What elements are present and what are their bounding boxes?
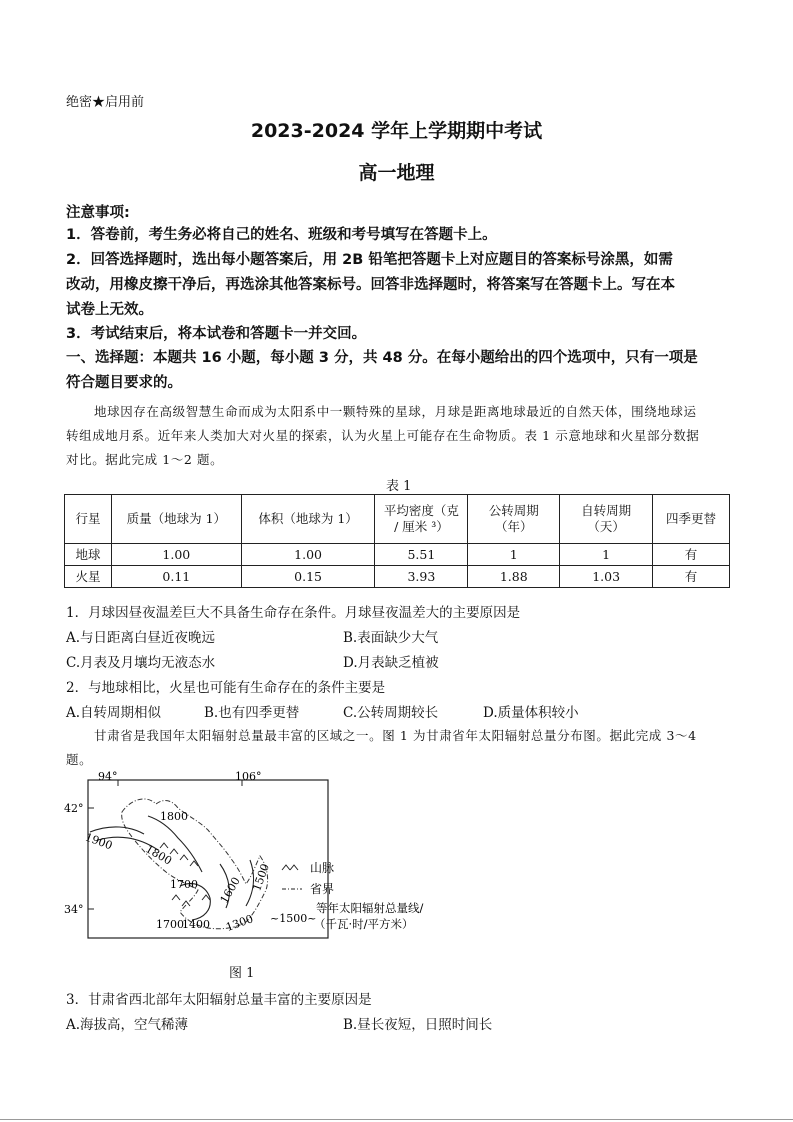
table-cell: 1.00 — [241, 544, 375, 566]
option-b: B.也有四季更替 — [204, 705, 300, 721]
planet-data-table — [64, 494, 730, 588]
province-border — [122, 799, 268, 929]
option-a: A.海拔高，空气稀薄 — [66, 1017, 189, 1033]
table-cell: 1 — [560, 544, 653, 566]
passage-line: 题。 — [66, 752, 93, 767]
table-header-cell: 体积（地球为 1） — [241, 495, 375, 544]
figure-caption: 图 1 — [229, 966, 255, 981]
contour-label: 1700 — [156, 918, 184, 931]
passage-line: 对比。据此完成 1～2 题。 — [66, 452, 224, 467]
question-stem: 3．甘肃省西北部年太阳辐射总量丰富的主要原因是 — [66, 992, 372, 1008]
contour-label: 1400 — [182, 918, 210, 931]
table-header-cell: 四季更替 — [653, 495, 730, 544]
lon-label-left: 94° — [98, 770, 118, 783]
section-heading-cont: 符合题目要求的。 — [66, 375, 182, 391]
option-c: C.公转周期较长 — [343, 705, 439, 721]
table-cell: 1 — [468, 544, 560, 566]
option-b: B.表面缺少大气 — [343, 630, 439, 646]
header-line: （年） — [495, 519, 533, 534]
table-cell: 0.15 — [241, 566, 375, 588]
exam-subject: 高一地理 — [358, 162, 435, 184]
contour-label: 1500 — [250, 861, 272, 893]
option-d: D.月表缺乏植被 — [343, 655, 439, 671]
contour-label: 1800 — [160, 810, 188, 823]
gansu-radiation-map — [60, 768, 460, 948]
table-cell: 有 — [653, 566, 730, 588]
header-line: 公转周期 — [488, 503, 539, 518]
contour-label: 1300 — [224, 912, 255, 934]
option-a: A.与日距离白昼近夜晚远 — [66, 630, 216, 646]
table-cell: 1.03 — [560, 566, 653, 588]
lat-label-bottom: 34° — [64, 903, 84, 916]
notes-item: 试卷上无效。 — [66, 302, 153, 318]
notes-item: 2．回答选择题时，选出每小题答案后，用 2B 铅笔把答题卡上对应题目的答案标号涂黑，如需 — [66, 252, 673, 268]
option-b: B.昼长夜短，日照时间长 — [343, 1017, 493, 1033]
table-header-row — [65, 495, 730, 544]
header-line: （天） — [587, 519, 625, 534]
notes-heading: 注意事项: — [66, 205, 130, 221]
passage-line: 转组成地月系。近年来人类加大对火星的探索，认为火星上可能存在生命物质。表 1 示意地球和火星部分数据 — [66, 428, 700, 443]
legend-isoline-unit: （千瓦·时/平方米） — [314, 917, 414, 931]
table-header-cell — [560, 495, 653, 544]
table-cell: 1.00 — [111, 544, 241, 566]
lon-label-right: 106° — [235, 770, 262, 783]
notes-item: 改动，用橡皮擦干净后，再选涂其他答案标号。回答非选择题时，将答案写在答题卡上。写在本 — [66, 277, 675, 293]
legend-isoline-sample: ~1500~ — [270, 912, 317, 925]
header-line: 自转周期 — [581, 503, 632, 518]
table-cell: 0.11 — [111, 566, 241, 588]
option-c: C.月表及月壤均无液态水 — [66, 655, 216, 671]
lat-label-top: 42° — [64, 802, 84, 815]
table-header-cell: 质量（地球为 1） — [111, 495, 241, 544]
table-cell: 火星 — [65, 566, 112, 588]
header-line: 平均密度（克 — [383, 503, 459, 518]
isoline — [90, 827, 144, 834]
table-cell: 有 — [653, 544, 730, 566]
table-header-cell: 行星 — [65, 495, 112, 544]
table-cell: 3.93 — [375, 566, 468, 588]
page-bottom-line — [0, 1119, 793, 1120]
table-header-cell — [375, 495, 468, 544]
passage-line: 甘肃省是我国年太阳辐射总量最丰富的区域之一。图 1 为甘肃省年太阳辐射总量分布图。据此完成 3～4 — [94, 728, 697, 743]
table-cell: 1.88 — [468, 566, 560, 588]
notes-item: 3．考试结束后，将本试卷和答题卡一并交回。 — [66, 326, 367, 342]
notes-item: 1．答卷前，考生务必将自己的姓名、班级和考号填写在答题卡上。 — [66, 227, 497, 243]
contour-label: 1600 — [217, 874, 243, 906]
option-d: D.质量体积较小 — [483, 705, 579, 721]
contour-label: 1900 — [83, 830, 115, 853]
contour-label: 1700 — [170, 878, 198, 891]
table-row — [65, 566, 730, 588]
table-row — [65, 544, 730, 566]
table-caption: 表 1 — [386, 479, 412, 494]
option-a: A.自转周期相似 — [66, 705, 162, 721]
question-stem: 2．与地球相比，火星也可能有生命存在的条件主要是 — [66, 680, 386, 696]
secret-label: 绝密★启用前 — [66, 95, 145, 110]
legend-border-label: 省界 — [310, 882, 335, 896]
exam-title: 2023-2024 学年上学期期中考试 — [250, 120, 543, 142]
legend-mountain-icon — [282, 865, 298, 870]
header-line: / 厘米 ³） — [394, 519, 449, 534]
legend-isoline-label: 等年太阳辐射总量线/ — [316, 901, 424, 915]
legend-mountain-label: 山脉 — [310, 861, 335, 875]
table-cell: 5.51 — [375, 544, 468, 566]
section-heading: 一、选择题：本题共 16 小题，每小题 3 分，共 48 分。在每小题给出的四个选项中，只有一项是 — [66, 350, 698, 366]
passage-line: 地球因存在高级智慧生命而成为太阳系中一颗特殊的星球，月球是距离地球最近的自然天体，围绕地球运 — [94, 404, 697, 419]
table-header-cell — [468, 495, 560, 544]
contour-label: 1800 — [143, 842, 175, 868]
table-cell: 地球 — [65, 544, 112, 566]
question-stem: 1．月球因昼夜温差巨大不具备生命存在条件。月球昼夜温差大的主要原因是 — [66, 605, 521, 621]
